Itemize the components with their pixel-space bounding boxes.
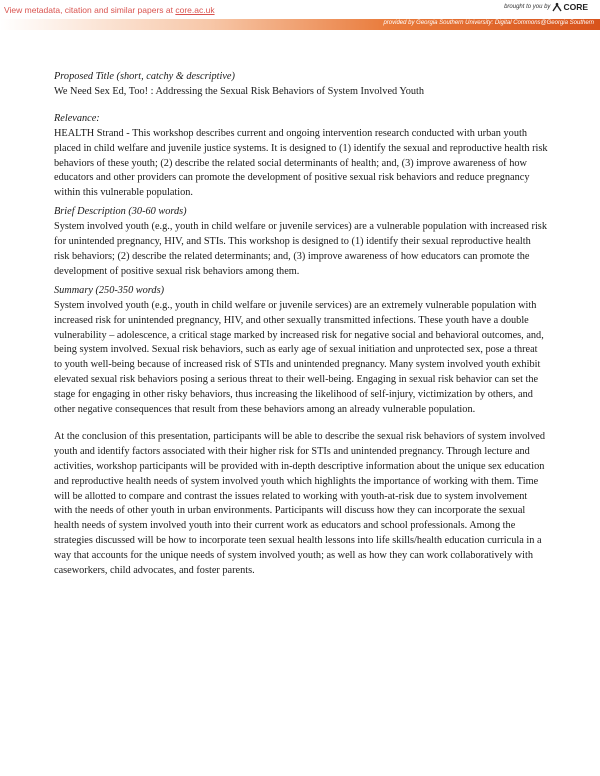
relevance-text: HEALTH Strand - This workshop describes current and ongoing intervention research conducted with urban youth placed in child welfare and juvenile justice systems. It is designed to (1) identify the sexual and reproductive health risk behaviors of these youth; (2) describe the related social determinants of health; and, (3) improve awareness of how educators and other providers can promote the development of positive sexual risk behaviors and reduce pregnancy within this vulnerable population. [54, 127, 548, 199]
core-logo[interactable] [552, 2, 588, 12]
core-logo-text: CORE [563, 2, 588, 12]
metadata-text: View metadata, citation and similar papers at [4, 5, 176, 15]
core-ac-uk-link[interactable]: core.ac.uk [175, 5, 215, 15]
brief-description-text: System involved youth (e.g., youth in child welfare or juvenile services) are a vulnerable population with increased risk for unintended pregnancy, HIV, and STIs. This workshop is designed to (1) identify their sexual reproductive health risk behaviors; (2) describe the related determinants; and, (3) improve awareness of how educators can promote the development of positive sexual risk behaviors among them. [54, 221, 547, 277]
summary-heading: Summary (250-350 words) [54, 284, 165, 296]
document-body [54, 70, 548, 579]
brief-description-heading: Brief Description (30-60 words) [54, 206, 187, 218]
summary-paragraph-1: System involved youth (e.g., youth in child welfare or juvenile services) are an extremely vulnerable population with increased risk for unintended pregnancy, HIV, and other sexually transmitted infections. These youth have a double vulnerability – adolescence, a critical stage marked by increased risk for negative social and behavioral outcomes, and, being system involved. Sexual risk behaviors, such as early age of sexual initiation and unprotected sex, pose a threat to youth well-being because of increased risk of STIs and unintended pregnancy. Many system involved youth exhibit elevated sexual risk behaviors posing a serious threat to their well-being. Engaging in sexual risk behavior can set the stage for engaging in other risky behaviors, thus increasing the likelihood of self-injury, victimization by others, and other negative consequences that result from these behaviors among an already vulnerable population. [54, 299, 544, 416]
core-logo-icon [552, 2, 562, 12]
provided-by-strip [0, 19, 600, 30]
brought-by-text: brought to you by [504, 4, 551, 10]
summary-paragraph-2: At the conclusion of this presentation, participants will be able to describe the sexual risk behaviors of system involved youth and identify factors associated with their higher risk for STIs and unintended pregnancy. Through lecture and activities, workshop participants will be provided with in-depth descriptive information about the unique sex education and reproductive health needs of system involved youth which highlights the importance of working with them. Time will be allotted to compare and contrast the issues related to working with youth-at-risk due to system involvement with the needs of other youth in urban environments. Participants will discuss how they can incorporate the sexual health needs of system involved youth into their current work as educators and school professionals. Among the strategies discussed will be how to incorporate teen sexual health lessons into life skills/health education curricula in a way that accounts for the unique needs of system involved youth; as well as how they can work collaboratively with caseworkers, child advocates, and foster parents. [54, 430, 545, 577]
relevance-heading: Relevance: [54, 112, 100, 124]
proposed-title-text: We Need Sex Ed, Too! : Addressing the Sexual Risk Behaviors of System Involved Youth [54, 85, 425, 97]
metadata-link[interactable] [4, 5, 215, 15]
core-banner [0, 0, 600, 32]
brought-to-you-by[interactable] [504, 2, 588, 12]
proposed-title-heading: Proposed Title (short, catchy & descriptive) [54, 71, 235, 82]
provided-by-text: provided by Georgia Southern University: Digital Commons@Georgia Southern [383, 20, 594, 26]
